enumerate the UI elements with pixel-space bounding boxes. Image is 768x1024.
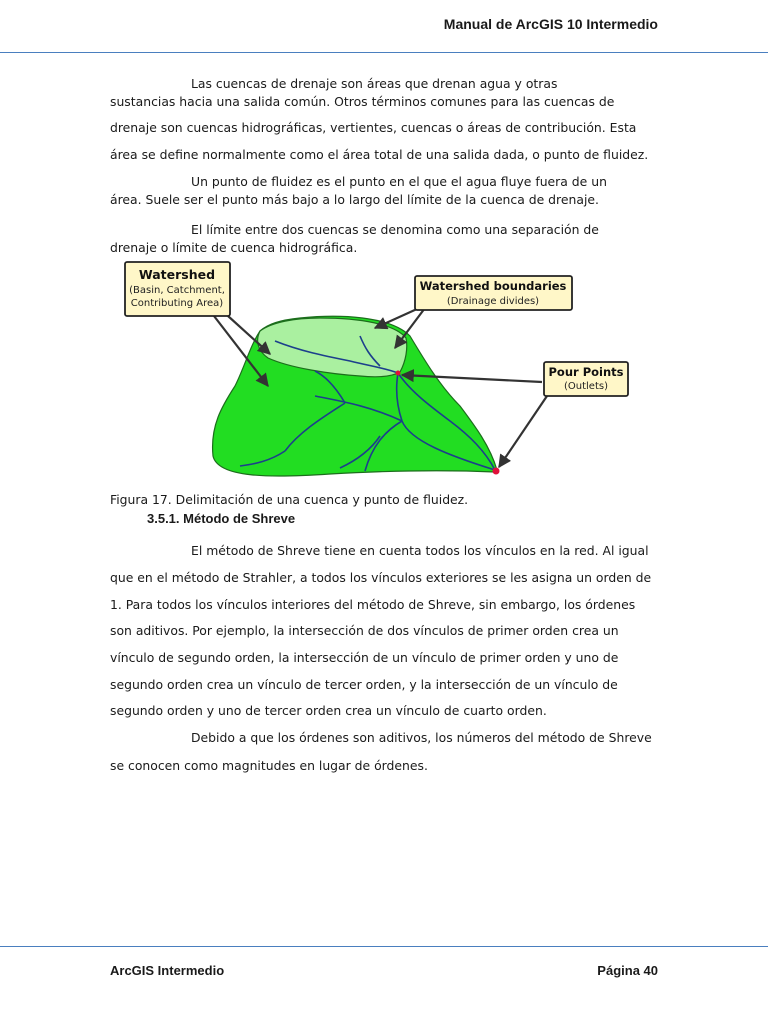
header-title: Manual de ArcGIS 10 Intermedio xyxy=(443,16,658,32)
pour-point-inner xyxy=(396,371,401,376)
paragraph1-line-4: área se define normalmente como el área total de una salida dada, o punto de fluidez. xyxy=(110,147,649,162)
pour-points-label-sub: (Outlets) xyxy=(564,381,608,392)
paragraph4-line-7: segundo orden y uno de tercer orden crea un vínculo de cuarto orden. xyxy=(110,703,547,718)
page-number: Página 40 xyxy=(597,963,658,978)
watershed-label-title: Watershed xyxy=(138,267,216,282)
paragraph4-line-2: que en el método de Strahler, a todos los vínculos exteriores se les asigna un orden de xyxy=(110,570,652,585)
header-rule xyxy=(0,52,768,53)
figure-caption: Figura 17. Delimitación de una cuenca y punto de fluidez. xyxy=(110,492,469,507)
pour-points-label-title: Pour Points xyxy=(548,365,624,379)
footer-left: ArcGIS Intermedio xyxy=(110,963,225,978)
paragraph4-line-6: segundo orden crea un vínculo de tercer orden, y la intersección de un vínculo de xyxy=(110,677,618,692)
boundaries-label-title: Watershed boundaries xyxy=(419,279,567,293)
watershed-diagram xyxy=(110,256,640,488)
watershed-figure xyxy=(110,256,640,488)
paragraph4-line-3: 1. Para todos los vínculos interiores del método de Shreve, sin embargo, los órdenes xyxy=(110,597,636,612)
paragraph1-line-1: Las cuencas de drenaje son áreas que drenan agua y otras xyxy=(191,76,558,91)
pour-point-outlet xyxy=(493,468,500,475)
watershed-label-sub1: (Basin, Catchment, xyxy=(129,285,225,296)
paragraph4-line-1: El método de Shreve tiene en cuenta todos los vínculos en la red. Al igual xyxy=(191,543,649,558)
paragraph4-line-4: son aditivos. Por ejemplo, la intersección de dos vínculos de primer orden crea un xyxy=(110,623,619,638)
paragraph5-line-2: se conocen como magnitudes en lugar de órdenes. xyxy=(110,758,428,773)
paragraph1-line-3: drenaje son cuencas hidrográficas, vertientes, cuencas o áreas de contribución. Esta xyxy=(110,120,637,135)
footer-rule xyxy=(0,946,768,947)
boundaries-label-sub: (Drainage divides) xyxy=(446,296,540,307)
section-heading: 3.5.1. Método de Shreve xyxy=(147,511,296,526)
paragraph2-line-2: área. Suele ser el punto más bajo a lo largo del límite de la cuenca de drenaje. xyxy=(110,192,599,207)
paragraph3-line-1: El límite entre dos cuencas se denomina como una separación de xyxy=(191,222,599,237)
paragraph3-line-2: drenaje o límite de cuenca hidrográfica. xyxy=(110,240,358,255)
paragraph1-line-2: sustancias hacia una salida común. Otros términos comunes para las cuencas de xyxy=(110,94,615,109)
paragraph5-line-1: Debido a que los órdenes son aditivos, los números del método de Shreve xyxy=(191,730,652,745)
paragraph2-line-1: Un punto de fluidez es el punto en el que el agua fluye fuera de un xyxy=(191,174,607,189)
watershed-label-sub2: Contributing Area) xyxy=(130,298,224,309)
paragraph4-line-5: vínculo de segundo orden, la intersección de un vínculo de primer orden y uno de xyxy=(110,650,619,665)
